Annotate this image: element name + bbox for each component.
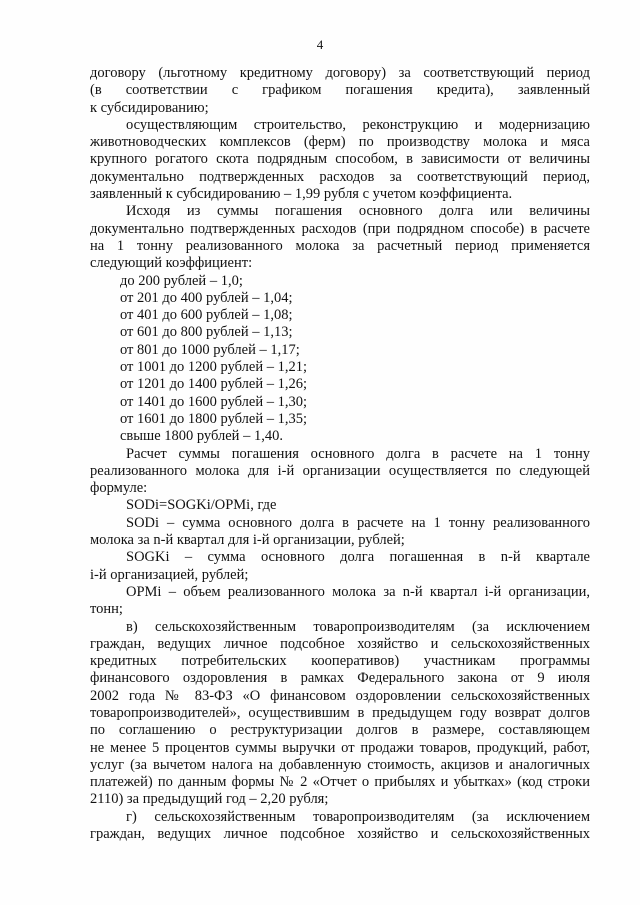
text-line: (в соответствии с графиком погашения кредита), заявленный [90, 82, 590, 99]
text-line: Расчет суммы погашения основного долга в расчете на 1 тонну [126, 445, 590, 462]
text-line: в) сельскохозяйственным товаропроизводителям (за исключением [126, 618, 590, 635]
text-line: услуг (за вычетом налога на добавленную стоимость, акцизов и аналогичных [90, 756, 590, 773]
text-line: следующий коэффициент: [90, 255, 253, 272]
text-line: SODi – сумма основного долга в расчете на 1 тонну реализованного [126, 514, 590, 531]
paragraph [90, 515, 590, 550]
text-line: Исходя из суммы погашения основного долга или величины [126, 203, 590, 220]
text-line: по соглашению о реструктуризации долгов в размере, составляющем [90, 722, 590, 739]
page-number: 4 [316, 37, 324, 52]
list-item: от 1201 до 1400 рублей – 1,26; [120, 376, 307, 393]
text-line: граждан, ведущих личное подсобное хозяйство и сельскохозяйственных [90, 635, 590, 652]
text-line: платежей) по данным формы № 2 «Отчет о прибылях и убытках» (код строки [90, 774, 590, 791]
text-line: молока за n-й квартал для i-й организации, рублей; [90, 532, 405, 549]
text-line: заявленный к субсидированию – 1,99 рубля с учетом коэффициента. [90, 186, 513, 203]
text-line: SOGKi – сумма основного долга погашенная в n-й квартале [126, 549, 590, 566]
text-line: реализованного молока для i-й организации осуществляется по следующей [90, 462, 590, 479]
text-line: 2110) за предыдущий год – 2,20 рубля; [90, 791, 329, 808]
list-item: от 801 до 1000 рублей – 1,17; [120, 341, 300, 358]
text-line: документально подтвержденных расходов (при подрядном способе) в расчете [90, 220, 590, 237]
list-item: от 1601 до 1800 рублей – 1,35; [120, 410, 307, 427]
list-item: от 1001 до 1200 рублей – 1,21; [120, 359, 307, 376]
paragraph [90, 446, 590, 498]
text-line: тонн; [90, 601, 123, 618]
text-line: OPMi – объем реализованного молока за n-й квартал i-й организации, [126, 583, 590, 600]
text-line: i-й организацией, рублей; [90, 566, 249, 583]
text-line: к субсидированию; [90, 99, 209, 116]
text-line: документально подтвержденных расходов за соответствующий период, [90, 168, 590, 185]
text-line: осуществляющим строительство, реконструкцию и модернизацию [126, 116, 590, 133]
text-line: животноводческих комплексов (ферм) по производству молока и мяса [90, 134, 590, 151]
coefficient-list [90, 273, 590, 446]
text-line: 2002 года № 83-ФЗ «О финансовом оздоровлении сельскохозяйственных [90, 687, 590, 704]
paragraph [90, 809, 590, 844]
text-line: кредитных потребительских кооперативов) участникам программы [90, 653, 590, 670]
paragraph [90, 65, 590, 117]
text-line: на 1 тонну реализованного молока за расчетный период применяется [90, 237, 590, 254]
text-line: крупного рогатого скота подрядным способом, в зависимости от величины [90, 151, 590, 168]
list-item: свыше 1800 рублей – 1,40. [120, 428, 283, 445]
document-body [90, 65, 590, 843]
paragraph [90, 203, 590, 272]
list-item: от 201 до 400 рублей – 1,04; [120, 289, 293, 306]
list-item: от 401 до 600 рублей – 1,08; [120, 307, 293, 324]
text-line: SODi=SOGKi/OPMi, где [126, 497, 277, 514]
list-item: от 601 до 800 рублей – 1,13; [120, 324, 293, 341]
text-line: г) сельскохозяйственным товаропроизводителям (за исключением [126, 808, 590, 825]
text-line: финансового оздоровления в рамках Федерального закона от 9 июля [90, 670, 590, 687]
paragraph [90, 497, 590, 514]
text-line: договору (льготному кредитному договору) за соответствующий период [90, 65, 590, 81]
text-line: формуле: [90, 480, 148, 497]
text-line: товаропроизводителей», осуществившим в предыдущем году возврат долгов [90, 704, 590, 721]
list-item: до 200 рублей – 1,0; [120, 272, 243, 289]
paragraph [90, 117, 590, 203]
paragraph [90, 584, 590, 619]
list-item: от 1401 до 1600 рублей – 1,30; [120, 393, 307, 410]
paragraph [90, 619, 590, 809]
paragraph [90, 549, 590, 584]
text-line: граждан, ведущих личное подсобное хозяйство и сельскохозяйственных [90, 826, 590, 843]
text-line: не менее 5 процентов суммы выручки от продажи товаров, продукций, работ, [90, 739, 590, 756]
